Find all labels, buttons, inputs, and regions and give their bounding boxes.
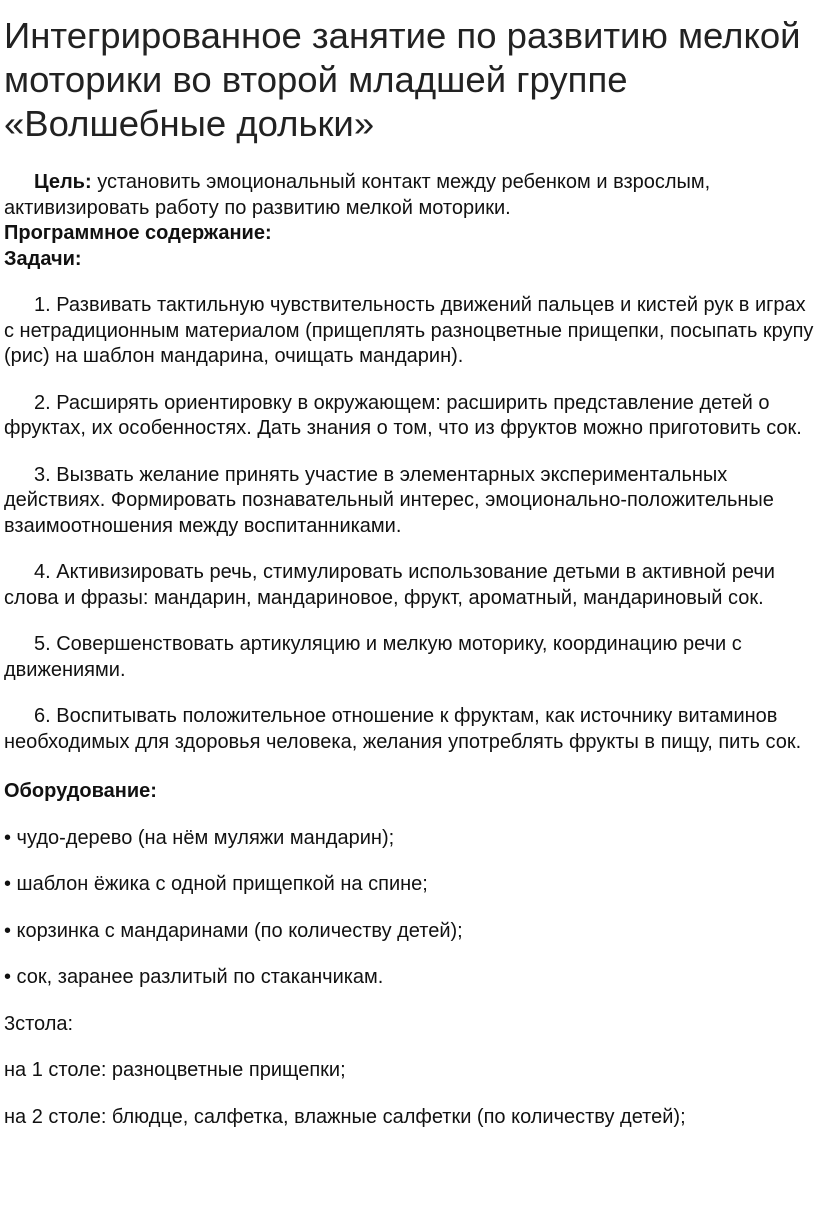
goal-label: Цель: [34,171,92,193]
document-title: Интегрированное занятие по развитию мелкой моторики во второй младшей группе «Волшебные дольки» [4,15,801,144]
equipment-item: • сок, заранее разлитый по стаканчикам. [4,966,384,988]
task-item: 2. Расширять ориентировку в окружающем: расширить представление детей о фруктах, их особенностях. Дать знания о том, что из фруктов можно приготовить сок. [4,391,802,439]
goal-text: установить эмоциональный контакт между ребенком и взрослым, активизировать работу по развитию мелкой моторики. [4,171,711,219]
equipment-heading: Оборудование: [4,780,157,802]
equipment-item: • шаблон ёжика с одной прищепкой на спине; [4,873,428,895]
goal-paragraph [4,170,814,221]
equipment-item: • корзинка с мандаринами (по количеству детей); [4,919,463,942]
table-item: на 1 столе: разноцветные прищепки; [4,1059,346,1081]
task-item: 3. Вызвать желание принять участие в элементарных экспериментальных действиях. Формировать познавательный интерес, эмоционально-положительные взаимоотношения между воспитанниками. [4,463,774,537]
program-content-heading: Программное содержание: [4,222,272,244]
task-item: 6. Воспитывать положительное отношение к фруктам, как источнику витаминов необходимых для здоровья человека, желания употреблять фрукты в пищу, пить сок. [4,705,802,753]
table-item: на 2 столе: блюдце, салфетка, влажные салфетки (по количеству детей); [4,1105,686,1128]
equipment-item: • чудо-дерево (на нём муляжи мандарин); [4,826,395,849]
task-item: 4. Активизировать речь, стимулировать использование детьми в активной речи слова и фразы: мандарин, мандариновое, фрукт, ароматный, мандариновый сок. [4,561,775,609]
task-item: 5. Совершенствовать артикуляцию и мелкую моторику, координацию речи с движениями. [4,633,742,681]
task-item: 1. Развивать тактильную чувствительность движений пальцев и кистей рук в играх с нетрадиционным материалом (прищеплять разноцветные прищепки, посыпать крупу (рис) на шаблон мандарина, очищать мандарин). [4,294,814,367]
document-body [4,170,814,1130]
tables-intro: 3стола: [4,1012,74,1035]
tasks-heading: Задачи: [4,247,82,270]
